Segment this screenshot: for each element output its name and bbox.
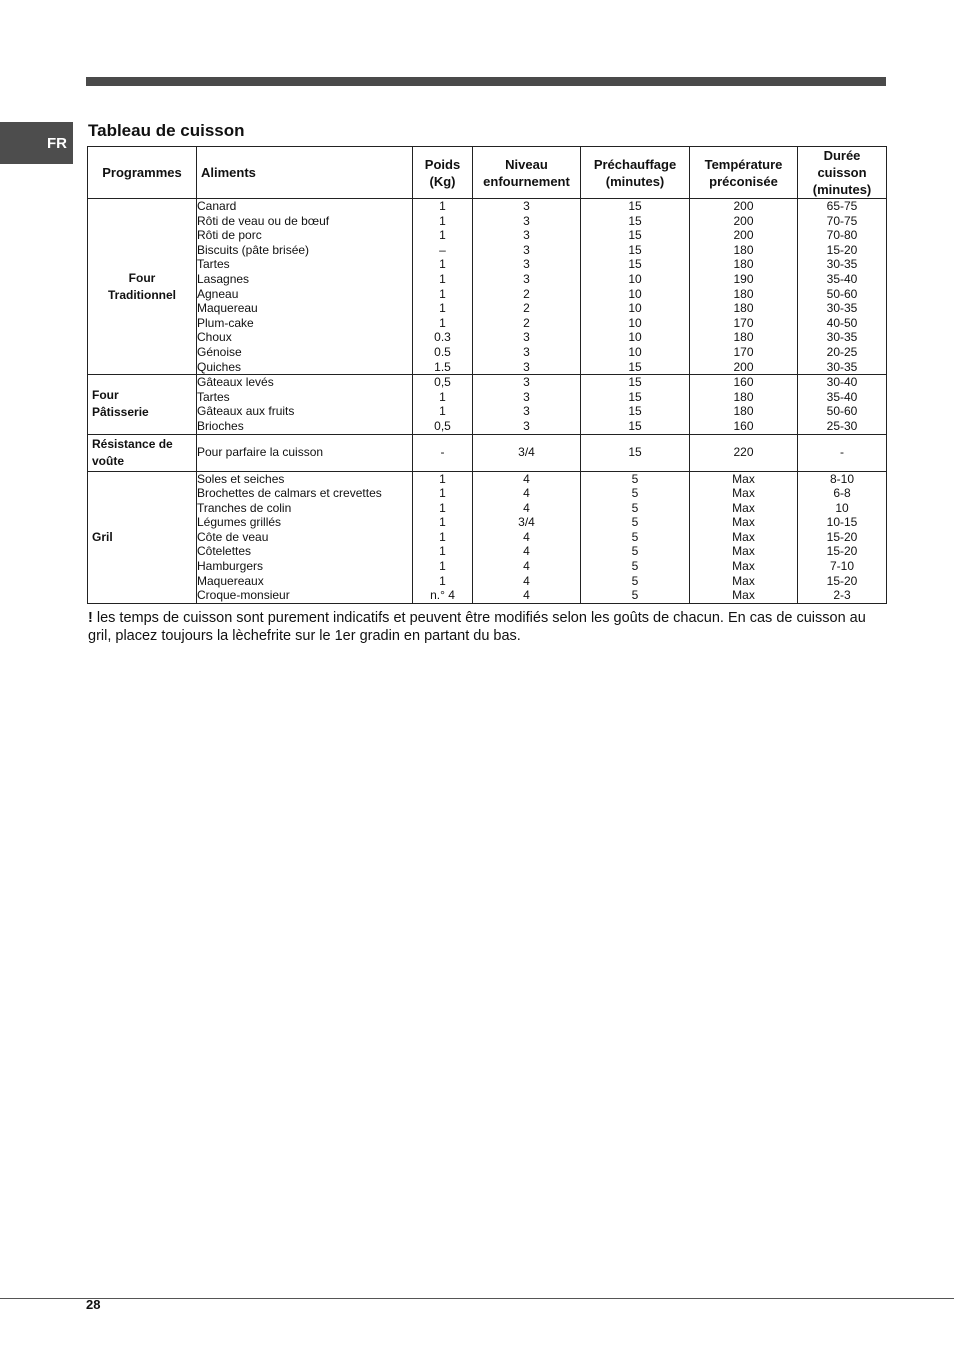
duree-value: 10-15 bbox=[826, 515, 858, 530]
temperature-cell bbox=[690, 434, 798, 471]
aliment-value: Rôti de porc bbox=[197, 228, 262, 243]
temperature-value: 180 bbox=[733, 301, 754, 316]
cooking-note bbox=[88, 609, 888, 645]
niveau-value: 3 bbox=[523, 228, 530, 243]
niveau-value: 4 bbox=[523, 500, 530, 515]
header-niveau: Niveau enfournement bbox=[473, 147, 581, 199]
aliment-value: Rôti de veau ou de bœuf bbox=[197, 213, 330, 228]
poids-value: 1 bbox=[439, 301, 446, 316]
aliment-value: Choux bbox=[197, 330, 232, 345]
niveau-value: 3 bbox=[523, 389, 530, 404]
aliment-value: Légumes grillés bbox=[197, 515, 282, 530]
footer-rule bbox=[0, 1298, 954, 1299]
programme-label: Traditionnel bbox=[107, 287, 176, 302]
poids-value: 1 bbox=[439, 515, 446, 530]
poids-value: 1 bbox=[439, 529, 446, 544]
temperature-value: Max bbox=[732, 588, 755, 603]
poids-value: 1 bbox=[439, 471, 446, 486]
duree-value: 10 bbox=[835, 500, 849, 515]
duree-value: 35-40 bbox=[826, 271, 858, 286]
duree-value: 8-10 bbox=[829, 471, 855, 486]
prechauffage-value: 15 bbox=[628, 199, 642, 213]
poids-cell bbox=[413, 434, 473, 471]
aliment-value: Tartes bbox=[197, 389, 230, 404]
poids-cell bbox=[413, 199, 473, 375]
temperature-value: Max bbox=[732, 515, 755, 530]
temperature-value: 170 bbox=[733, 315, 754, 330]
aliment-cell bbox=[197, 375, 413, 434]
niveau-value: 4 bbox=[523, 559, 530, 574]
cooking-table bbox=[87, 146, 887, 604]
prechauffage-value: 10 bbox=[628, 286, 642, 301]
duree-value: 20-25 bbox=[826, 344, 858, 359]
prechauffage-value: 5 bbox=[631, 500, 639, 515]
aliment-value: Gâteaux levés bbox=[197, 375, 274, 390]
niveau-cell bbox=[473, 434, 581, 471]
aliment-value: Hamburgers bbox=[197, 559, 264, 574]
temperature-value: 200 bbox=[733, 228, 754, 243]
duree-value: 30-35 bbox=[826, 330, 858, 345]
niveau-value: 3 bbox=[523, 359, 530, 374]
prechauffage-value: 15 bbox=[628, 375, 642, 390]
poids-value: - bbox=[440, 445, 445, 460]
niveau-value: 2 bbox=[523, 315, 530, 330]
duree-value: 2-3 bbox=[833, 588, 851, 603]
aliment-cell bbox=[197, 434, 413, 471]
niveau-value: 3 bbox=[523, 375, 530, 390]
aliment-value: Soles et seiches bbox=[197, 471, 285, 486]
temperature-value: Max bbox=[732, 544, 755, 559]
duree-value: 25-30 bbox=[826, 418, 858, 433]
prechauffage-value: 5 bbox=[631, 529, 639, 544]
niveau-value: 3 bbox=[523, 199, 530, 213]
niveau-value: 3 bbox=[523, 257, 530, 272]
temperature-value: Max bbox=[732, 500, 755, 515]
aliment-value: Tartes bbox=[197, 257, 230, 272]
warning-mark: ! bbox=[88, 610, 93, 626]
section-row bbox=[88, 199, 887, 375]
prechauffage-value: 10 bbox=[628, 301, 642, 316]
prechauffage-value: 15 bbox=[628, 359, 642, 374]
aliment-value: Biscuits (pâte brisée) bbox=[197, 242, 310, 257]
prechauffage-cell bbox=[581, 434, 690, 471]
duree-value: 50-60 bbox=[826, 404, 858, 419]
temperature-value: 180 bbox=[733, 330, 754, 345]
section-row bbox=[88, 375, 887, 434]
niveau-value: 3 bbox=[523, 213, 530, 228]
prechauffage-cell bbox=[581, 199, 690, 375]
aliment-value: Croque-monsieur bbox=[197, 588, 290, 603]
niveau-value: 4 bbox=[523, 588, 530, 603]
niveau-cell bbox=[473, 471, 581, 603]
duree-cell bbox=[798, 434, 887, 471]
poids-value: 1 bbox=[439, 257, 446, 272]
prechauffage-value: 15 bbox=[628, 242, 642, 257]
temperature-value: 220 bbox=[733, 445, 754, 460]
aliment-value: Génoise bbox=[197, 344, 242, 359]
duree-value: 15-20 bbox=[826, 529, 858, 544]
duree-cell bbox=[798, 375, 887, 434]
niveau-value: 3/4 bbox=[518, 445, 535, 460]
prechauffage-value: 10 bbox=[628, 271, 642, 286]
niveau-value: 4 bbox=[523, 471, 530, 486]
header-prechauffage: Préchauffage (minutes) bbox=[581, 147, 690, 199]
niveau-value: 3 bbox=[523, 330, 530, 345]
temperature-value: 200 bbox=[733, 213, 754, 228]
duree-value: 15-20 bbox=[826, 573, 858, 588]
niveau-value: 2 bbox=[523, 286, 530, 301]
header-aliments: Aliments bbox=[197, 147, 413, 199]
poids-value: n.° 4 bbox=[430, 588, 455, 603]
duree-value: 50-60 bbox=[826, 286, 858, 301]
duree-value: 15-20 bbox=[826, 242, 858, 257]
programme-label: Résistance de bbox=[92, 436, 173, 451]
niveau-value: 2 bbox=[523, 301, 530, 316]
aliment-cell bbox=[197, 199, 413, 375]
top-rule bbox=[86, 77, 886, 86]
prechauffage-value: 15 bbox=[628, 213, 642, 228]
poids-value: 1 bbox=[439, 404, 446, 419]
temperature-value: Max bbox=[732, 529, 755, 544]
poids-value: 0.3 bbox=[434, 330, 451, 345]
poids-value: 0,5 bbox=[434, 375, 451, 390]
temperature-value: Max bbox=[732, 573, 755, 588]
prechauffage-value: 5 bbox=[631, 515, 639, 530]
poids-value: 1 bbox=[439, 271, 446, 286]
programme-cell bbox=[88, 471, 197, 603]
duree-cell bbox=[798, 199, 887, 375]
poids-value: 1 bbox=[439, 559, 446, 574]
header-programmes: Programmes bbox=[88, 147, 197, 199]
temperature-value: 160 bbox=[733, 418, 754, 433]
temperature-cell bbox=[690, 375, 798, 434]
prechauffage-value: 15 bbox=[628, 404, 642, 419]
section-row bbox=[88, 471, 887, 603]
programme-label: Four bbox=[92, 388, 119, 403]
poids-cell bbox=[413, 471, 473, 603]
niveau-value: 3 bbox=[523, 271, 530, 286]
aliment-value: Agneau bbox=[197, 286, 239, 301]
aliment-value: Lasagnes bbox=[197, 271, 250, 286]
poids-value: 1 bbox=[439, 228, 446, 243]
poids-value: 1 bbox=[439, 486, 446, 501]
note-text: les temps de cuisson sont purement indicatifs et peuvent être modifiés selon les goûts de chacun. En cas de cuisson au gril, placez toujours la lèchefrite sur le 1er gradin en partant du bas. bbox=[88, 610, 866, 644]
duree-value: 70-80 bbox=[826, 228, 858, 243]
temperature-value: 170 bbox=[733, 344, 754, 359]
temperature-value: Max bbox=[732, 559, 755, 574]
temperature-value: 180 bbox=[733, 257, 754, 272]
language-tab bbox=[0, 122, 73, 164]
temperature-value: Max bbox=[732, 486, 755, 501]
prechauffage-value: 5 bbox=[631, 486, 639, 501]
prechauffage-value: 5 bbox=[631, 559, 639, 574]
prechauffage-value: 15 bbox=[628, 257, 642, 272]
duree-value: 6-8 bbox=[833, 486, 851, 501]
poids-value: – bbox=[439, 242, 446, 257]
poids-value: 1.5 bbox=[434, 359, 451, 374]
temperature-value: 180 bbox=[733, 389, 754, 404]
programme-cell bbox=[88, 434, 197, 471]
niveau-value: 3/4 bbox=[518, 515, 535, 530]
temperature-value: Max bbox=[732, 471, 755, 486]
duree-value: 7-10 bbox=[829, 559, 855, 574]
aliment-value: Gâteaux aux fruits bbox=[197, 404, 295, 419]
duree-value: 30-35 bbox=[826, 301, 858, 316]
niveau-cell bbox=[473, 199, 581, 375]
prechauffage-value: 15 bbox=[628, 389, 642, 404]
temperature-value: 200 bbox=[733, 199, 754, 213]
niveau-value: 4 bbox=[523, 529, 530, 544]
temperature-value: 190 bbox=[733, 271, 754, 286]
aliment-value: Brioches bbox=[197, 418, 244, 433]
duree-value: 35-40 bbox=[826, 389, 858, 404]
temperature-value: 180 bbox=[733, 286, 754, 301]
poids-value: 1 bbox=[439, 544, 446, 559]
aliment-value: Brochettes de calmars et crevettes bbox=[197, 486, 382, 501]
niveau-value: 4 bbox=[523, 486, 530, 501]
aliment-value: Tranches de colin bbox=[197, 500, 292, 515]
header-duree: Durée cuisson (minutes) bbox=[798, 147, 887, 199]
section-row bbox=[88, 434, 887, 471]
niveau-value: 3 bbox=[523, 344, 530, 359]
prechauffage-value: 10 bbox=[628, 330, 642, 345]
duree-value: 40-50 bbox=[826, 315, 858, 330]
aliment-value: Côte de veau bbox=[197, 529, 269, 544]
temperature-cell bbox=[690, 471, 798, 603]
niveau-value: 4 bbox=[523, 573, 530, 588]
prechauffage-value: 15 bbox=[628, 228, 642, 243]
poids-value: 1 bbox=[439, 500, 446, 515]
language-label: FR bbox=[47, 134, 67, 152]
poids-value: 0,5 bbox=[434, 418, 451, 433]
prechauffage-value: 5 bbox=[631, 544, 639, 559]
prechauffage-value: 5 bbox=[631, 573, 639, 588]
table-body bbox=[88, 199, 887, 604]
poids-value: 0.5 bbox=[434, 344, 451, 359]
header-row bbox=[88, 147, 887, 199]
prechauffage-value: 5 bbox=[631, 471, 639, 486]
prechauffage-value: 10 bbox=[628, 344, 642, 359]
page-title: Tableau de cuisson bbox=[88, 121, 245, 140]
programme-cell bbox=[88, 375, 197, 434]
niveau-value: 3 bbox=[523, 418, 530, 433]
poids-value: 1 bbox=[439, 573, 446, 588]
aliment-value: Canard bbox=[197, 199, 237, 213]
poids-value: 1 bbox=[439, 286, 446, 301]
niveau-value: 3 bbox=[523, 242, 530, 257]
temperature-cell bbox=[690, 199, 798, 375]
niveau-cell bbox=[473, 375, 581, 434]
aliment-value: Plum-cake bbox=[197, 315, 254, 330]
prechauffage-cell bbox=[581, 471, 690, 603]
prechauffage-cell bbox=[581, 375, 690, 434]
temperature-value: 180 bbox=[733, 404, 754, 419]
prechauffage-value: 15 bbox=[628, 418, 642, 433]
duree-cell bbox=[798, 471, 887, 603]
programme-cell bbox=[88, 199, 197, 375]
programme-label: Pâtisserie bbox=[92, 405, 149, 420]
programme-label: Gril bbox=[92, 529, 113, 544]
aliment-value: Quiches bbox=[197, 359, 242, 374]
duree-value: 30-40 bbox=[826, 375, 858, 390]
duree-value: 15-20 bbox=[826, 544, 858, 559]
aliment-value: Maquereaux bbox=[197, 573, 264, 588]
duree-value: 30-35 bbox=[826, 359, 858, 374]
temperature-value: 200 bbox=[733, 359, 754, 374]
aliment-value: Côtelettes bbox=[197, 544, 252, 559]
poids-value: 1 bbox=[439, 199, 446, 213]
temperature-value: 180 bbox=[733, 242, 754, 257]
duree-value: 30-35 bbox=[826, 257, 858, 272]
prechauffage-value: 15 bbox=[628, 445, 642, 460]
poids-value: 1 bbox=[439, 315, 446, 330]
aliment-cell bbox=[197, 471, 413, 603]
page-number: 28 bbox=[86, 1297, 101, 1312]
poids-cell bbox=[413, 375, 473, 434]
programme-label: voûte bbox=[92, 453, 125, 468]
prechauffage-value: 5 bbox=[631, 588, 639, 603]
poids-value: 1 bbox=[439, 213, 446, 228]
niveau-value: 4 bbox=[523, 544, 530, 559]
aliment-value: Maquereau bbox=[197, 301, 258, 316]
poids-value: 1 bbox=[439, 389, 446, 404]
duree-value: - bbox=[840, 445, 844, 460]
aliment-value: Pour parfaire la cuisson bbox=[197, 445, 324, 460]
programme-label: Four bbox=[128, 270, 156, 285]
duree-value: 70-75 bbox=[826, 213, 858, 228]
duree-value: 65-75 bbox=[826, 199, 858, 213]
header-poids: Poids (Kg) bbox=[413, 147, 473, 199]
header-temperature: Température préconisée bbox=[690, 147, 798, 199]
prechauffage-value: 10 bbox=[628, 315, 642, 330]
niveau-value: 3 bbox=[523, 404, 530, 419]
temperature-value: 160 bbox=[733, 375, 754, 390]
